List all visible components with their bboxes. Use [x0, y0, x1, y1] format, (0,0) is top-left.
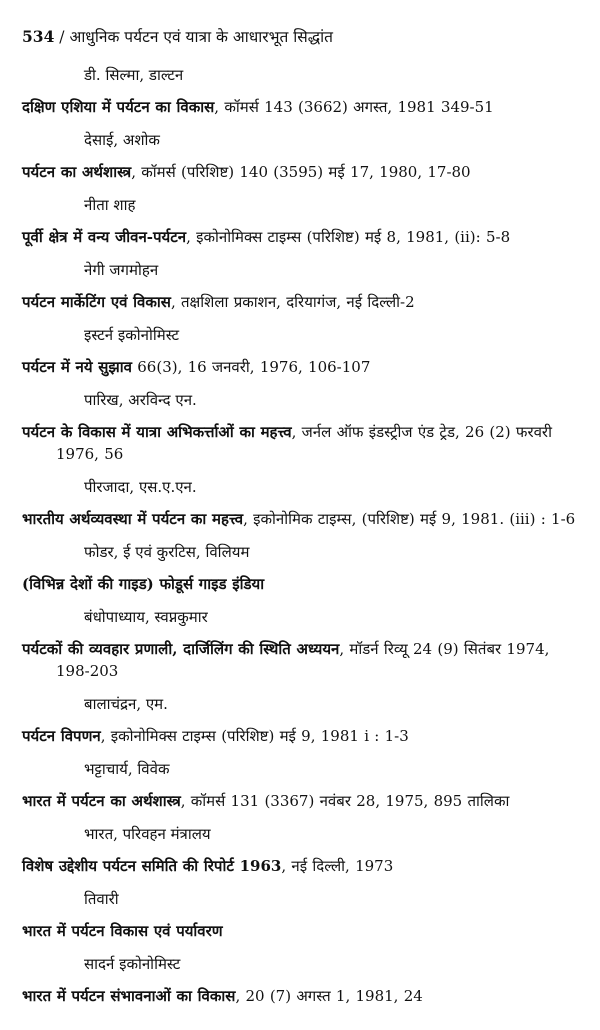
entry-title: भारत में पर्यटन संभावनाओं का विकास [22, 987, 236, 1005]
entry-details: , मॉडर्न रिव्यू 24 (9) सितंबर 1974, 198-203 [56, 640, 550, 680]
entry-reference [22, 725, 586, 747]
page-header [22, 26, 586, 60]
entry-reference [22, 920, 586, 942]
entry-title: विशेष उद्देशीय पर्यटन समिति की रिपोर्ट 1963 [22, 857, 282, 875]
entry-author: इस्टर्न इकोनोमिस्ट [84, 326, 180, 344]
entry-title: पर्यटन विपणन [22, 727, 101, 745]
entry-reference [22, 790, 586, 812]
entry-reference [22, 638, 586, 682]
entry-details: , कॉमर्स 143 (3662) अगस्त, 1981 349-51 [214, 98, 494, 116]
entry-reference [22, 226, 586, 248]
entry-author: सादर्न इकोनोमिस्ट [84, 955, 181, 973]
header-separator: / [59, 28, 65, 46]
entry-details: , तक्षशिला प्रकाशन, दरियागंज, नई दिल्ली-2 [170, 293, 415, 311]
entry-author: फोडर, ई एवं कुरटिस, विलियम [84, 543, 250, 561]
entry-title: पूर्वी क्षेत्र में वन्य जीवन-पर्यटन [22, 228, 187, 246]
entry-reference [22, 573, 586, 595]
entry-title: भारत में पर्यटन विकास एवं पर्यावरण [22, 922, 223, 940]
page-number: 534 [22, 27, 55, 46]
entry-title: पर्यटन का अर्थशास्त्र [22, 163, 132, 181]
entry-details: 66(3), 16 जनवरी, 1976, 106-107 [131, 358, 371, 376]
entry-details: , नई दिल्ली, 1973 [281, 857, 394, 875]
entry-title: पर्यटकों की व्यवहार प्रणाली, दार्जिलिंग की स्थिति अध्ययन [22, 640, 340, 658]
entry-title: पर्यटन में नये सुझाव [22, 358, 132, 376]
entry-author: नीता शाह [84, 196, 136, 214]
entry-reference [22, 291, 586, 313]
entry-reference [22, 96, 586, 118]
entry-author: पारिख, अरविन्द एन. [84, 391, 197, 409]
entry-reference [22, 421, 586, 465]
entry-reference [22, 985, 586, 1007]
entry-author: देसाई, अशोक [84, 131, 160, 149]
entry-title: पर्यटन मार्केटिंग एवं विकास [22, 293, 171, 311]
entry-details: , कॉमर्स 131 (3367) नवंबर 28, 1975, 895 तालिका [180, 792, 510, 810]
entry-details: , जर्नल ऑफ इंडस्ट्रीज एंड ट्रेड, 26 (2) फरवरी 1976, 56 [56, 423, 552, 463]
entry-author: बालाचंद्रन, एम. [84, 695, 168, 713]
entry-details: , इकोनोमिक्स टाइम्स (परिशिष्ट) मई 9, 1981 i : 1-3 [100, 727, 409, 745]
entry-reference [22, 356, 586, 378]
entry-reference [22, 161, 586, 183]
entry-author: भट्टाचार्य, विवेक [84, 760, 170, 778]
entry-title: भारतीय अर्थव्यवस्था में पर्यटन का महत्त्व [22, 510, 244, 528]
entry-reference [22, 855, 586, 877]
entry-reference [22, 508, 586, 530]
entry-author: तिवारी [84, 890, 119, 908]
entry-title: (विभिन्न देशों की गाइड) फोडूर्स गाइड इंडिया [22, 575, 265, 593]
entry-author: डी. सिल्मा, डाल्टन [84, 66, 184, 84]
entry-title: भारत में पर्यटन का अर्थशास्त्र [22, 792, 181, 810]
entry-title: पर्यटन के विकास में यात्रा अभिकर्त्ताओं का महत्त्व [22, 423, 292, 441]
entry-details: , इकोनोमिक्स टाइम्स (परिशिष्ट) मई 8, 1981, (ii): 5-8 [186, 228, 511, 246]
entry-author: पीरजादा, एस.ए.एन. [84, 478, 197, 496]
entry-details: , कॉमर्स (परिशिष्ट) 140 (3595) मई 17, 1980, 17-80 [131, 163, 471, 181]
entry-title: दक्षिण एशिया में पर्यटन का विकास [22, 98, 215, 116]
entry-author: भारत, परिवहन मंत्रालय [84, 825, 211, 843]
bibliography-list [22, 64, 586, 1007]
running-title: आधुनिक पर्यटन एवं यात्रा के आधारभूत सिद्धांत [69, 28, 333, 46]
entry-details: , 20 (7) अगस्त 1, 1981, 24 [235, 987, 423, 1005]
entry-details: , इकोनोमिक टाइम्स, (परिशिष्ट) मई 9, 1981. (iii) : 1-6 [243, 510, 576, 528]
entry-author: बंधोपाध्याय, स्वप्नकुमार [84, 608, 208, 626]
entry-author: नेगी जगमोहन [84, 261, 159, 279]
